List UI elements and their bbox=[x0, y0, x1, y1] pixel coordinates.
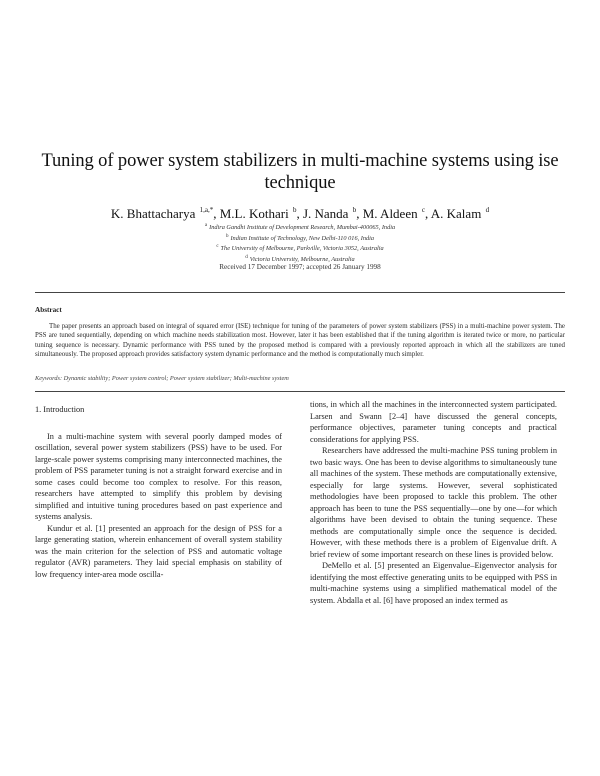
affiliation-mark: b bbox=[225, 233, 229, 239]
author-5 bbox=[431, 206, 489, 221]
author-1 bbox=[111, 206, 217, 221]
top-divider bbox=[35, 292, 565, 293]
paper-title: Tuning of power system stabilizers in multi-machine systems using ise technique bbox=[41, 151, 559, 193]
affiliation-mark: c bbox=[216, 244, 219, 250]
author-marks: c bbox=[421, 206, 425, 214]
paragraph: In a multi-machine system with several poorly damped modes of oscillation, several power system stabilizers (PSS) have to be used. For large-scale power systems comprising many interconnected machines, the problem of PSS parameter tuning is not a straight forward exercise and in some cases could become too complex to resolve. For this reason, researchers have attempted to simplify this problem by devising simplified and intuitive tuning procedures based on past experience and systems analysis. bbox=[35, 431, 282, 521]
author-name: M. Aldeen bbox=[362, 206, 418, 221]
author-sep: , bbox=[296, 206, 300, 221]
paragraph: Researchers have addressed the multi-machine PSS tuning problem in two basic ways. One has been to devise algorithms to simultaneously tune all machines of the system. These methods are computationally extensive, especially for large systems. However, several sophisticated methodologies have been proposed to tackle this problem. The other approach has been to tune the PSS sequentially—one by one—for which algorithms have been devised to obtain the tuning sequence. These methods are computationally simple once the sequence is decided. However, with these methods there is a problem of Eigenvalue drift. A brief review of some important research on these lines is provided below. bbox=[310, 446, 557, 559]
author-3 bbox=[303, 206, 360, 221]
abstract-text: The paper presents an approach based on integral of squared error (ISE) technique for tuning of the parameters of power system stabilizers (PSS) in a multi-machine power system. The PSS are tuned sequentially, depending on which machine needs stabilization most. However, later it has been established that if the tuning algorithm is iterated twice or more, no particular tuning sequence is necessary. Dynamic performance with PSS tuned by the proposed method is compared with a previously reported approach in which all the stabilizers are tuned simultaneously. The proposed approach provides satisfactory system dynamic performance and the method is computationally much simpler. bbox=[35, 323, 565, 359]
affiliation-text: Indian Institute of Technology, New Delhi-110 016, India bbox=[230, 234, 375, 242]
paragraph: DeMello et al. [5] presented an Eigenvalue–Eigenvector analysis for identifying the most effective generating units to be equipped with PSS in multi-machine systems using a simplified mathematical model of the system. Abdalla et al. [6] have proposed an index termed as bbox=[310, 561, 557, 605]
author-marks: b bbox=[352, 206, 357, 214]
author-marks: 1,a,* bbox=[199, 206, 214, 214]
abstract-heading: Abstract bbox=[35, 306, 62, 314]
affiliation-mark: d bbox=[245, 255, 248, 261]
right-column bbox=[310, 399, 557, 606]
keywords: Keywords: Dynamic stability; Power system control; Power system stabilizer; Multi-machine system bbox=[35, 375, 289, 382]
author-name: K. Bhattacharya bbox=[110, 206, 196, 221]
paragraph: tions, in which all the machines in the interconnected system participated. Larsen and Swann [2–4] have discussed the general concepts, performance objectives, parameter tuning concepts and practical considerations for applying PSS. bbox=[310, 400, 557, 444]
author-list bbox=[30, 202, 570, 222]
affiliation-item bbox=[60, 222, 540, 233]
author-sep: , bbox=[424, 206, 429, 221]
author-marks: d bbox=[485, 206, 490, 214]
author-name: M.L. Kothari bbox=[219, 206, 289, 221]
affiliation-mark: a bbox=[204, 223, 208, 228]
author-marks: b bbox=[292, 206, 297, 214]
received-dates: Received 17 December 1997; accepted 26 January 1998 bbox=[219, 263, 381, 271]
author-name: J. Nanda bbox=[302, 206, 349, 221]
author-sep: , bbox=[213, 206, 217, 221]
bottom-divider bbox=[35, 391, 565, 392]
affiliation-text: Victoria University, Melbourne, Australia bbox=[249, 256, 355, 264]
left-column bbox=[35, 404, 282, 580]
affiliation-text: The University of Melbourne, Parkville, Victoria 3052, Australia bbox=[220, 245, 384, 253]
author-4 bbox=[363, 206, 429, 221]
affiliation-item bbox=[60, 233, 540, 244]
section-heading: 1. Introduction bbox=[35, 405, 85, 414]
paragraph: Kundur et al. [1] presented an approach for the design of PSS for a large generating station, wherein enhancement of overall system stability was the main criterion for the selection of PSS and automatic voltage regulator (AVR) parameters. They laid special emphasis on stability of low frequency inter-area mode oscilla- bbox=[35, 523, 282, 579]
affiliation-list bbox=[60, 222, 540, 265]
author-name: A. Kalam bbox=[430, 206, 482, 221]
author-sep: , bbox=[356, 206, 360, 221]
author-2 bbox=[220, 206, 300, 221]
affiliation-item bbox=[60, 243, 540, 254]
affiliation-text: Indira Gandhi Institute of Development Research, Mumbai-400065, India bbox=[209, 224, 396, 232]
